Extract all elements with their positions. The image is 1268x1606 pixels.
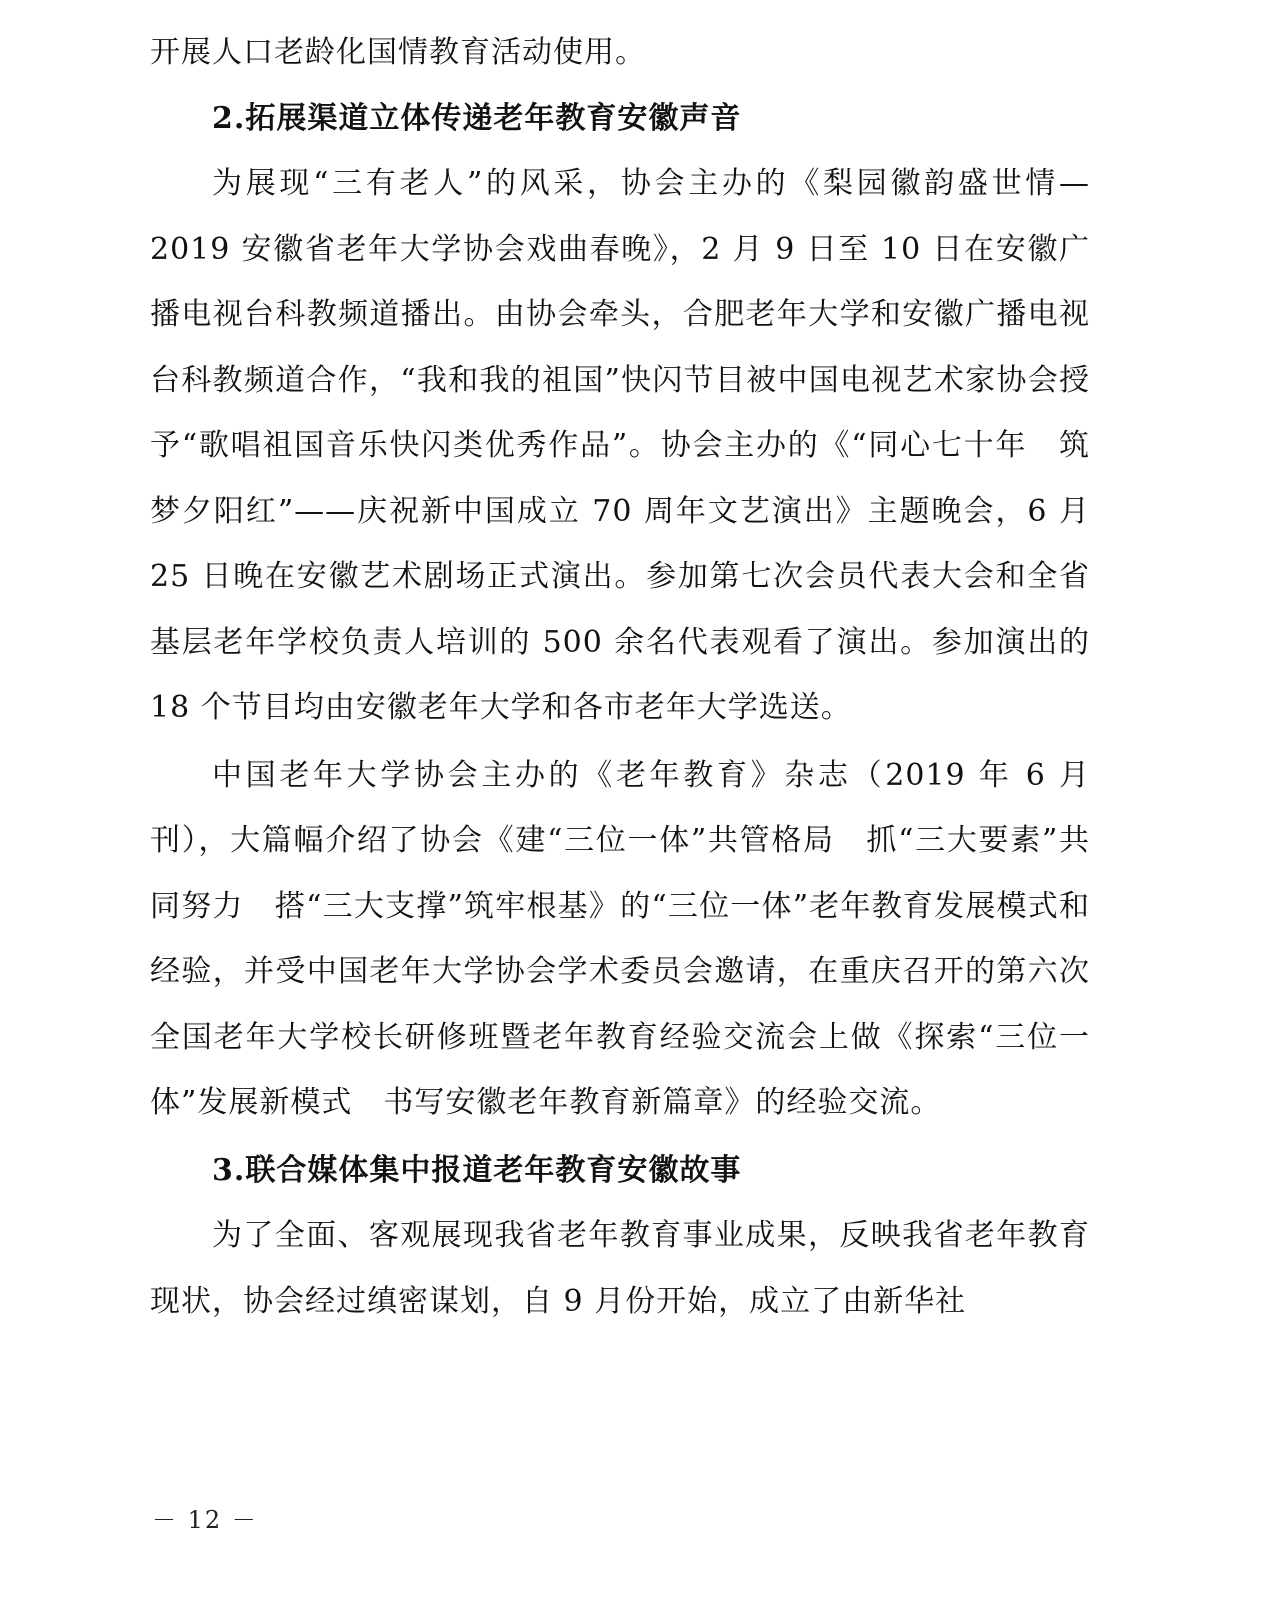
paragraph-spring-gala: 为展现“三有老人”的风采，协会主办的《梨园徽韵盛世情—2019 安徽省老年大学协会戏曲春晚》，2 月 9 日至 10 日在安徽广播电视台科教频道播出。由协会牵头，合肥老年大学和安徽广播电视台科教频道合作，“我和我的祖国”快闪节目被中国电视艺术家协会授予“歌唱祖国音乐快闪类优秀作品”。协会主办的《“同心七十年 筑梦夕阳红”——庆祝新中国成立 70 周年文艺演出》主题晚会，6 月 25 日晚在安徽艺术剧场正式演出。参加第七次会员代表大会和全省基层老年学校负责人培训的 500 余名代表观看了演出。参加演出的 18 个节目均由安徽老年大学和各市老年大学选送。: [150, 166, 1090, 725]
document-body: [150, 20, 1090, 1334]
paragraph-magazine: 中国老年大学协会主办的《老年教育》杂志（2019 年 6 月刊），大篇幅介绍了协会《建“三位一体”共管格局 抓“三大要素”共同努力 搭“三大支撑”筑牢根基》的“三位一体”老年教育发展模式和经验，并受中国老年大学协会学术委员会邀请，在重庆召开的第六次全国老年大学校长研修班暨老年教育经验交流会上做《探索“三位一体”发展新模式 书写安徽老年教育新篇章》的经验交流。: [150, 757, 1090, 1120]
paragraph-continuation: 开展人口老龄化国情教育活动使用。: [150, 35, 646, 70]
paragraph-media: 为了全面、客观展现我省老年教育事业成果，反映我省老年教育现状，协会经过缜密谋划，自 9 月份开始，成立了由新华社: [150, 1218, 1090, 1319]
section-heading-3: 3.联合媒体集中报道老年教育安徽故事: [212, 1152, 742, 1188]
page-number: － 12 －: [152, 1506, 258, 1534]
section-heading-2: 2.拓展渠道立体传递老年教育安徽声音: [212, 100, 742, 136]
